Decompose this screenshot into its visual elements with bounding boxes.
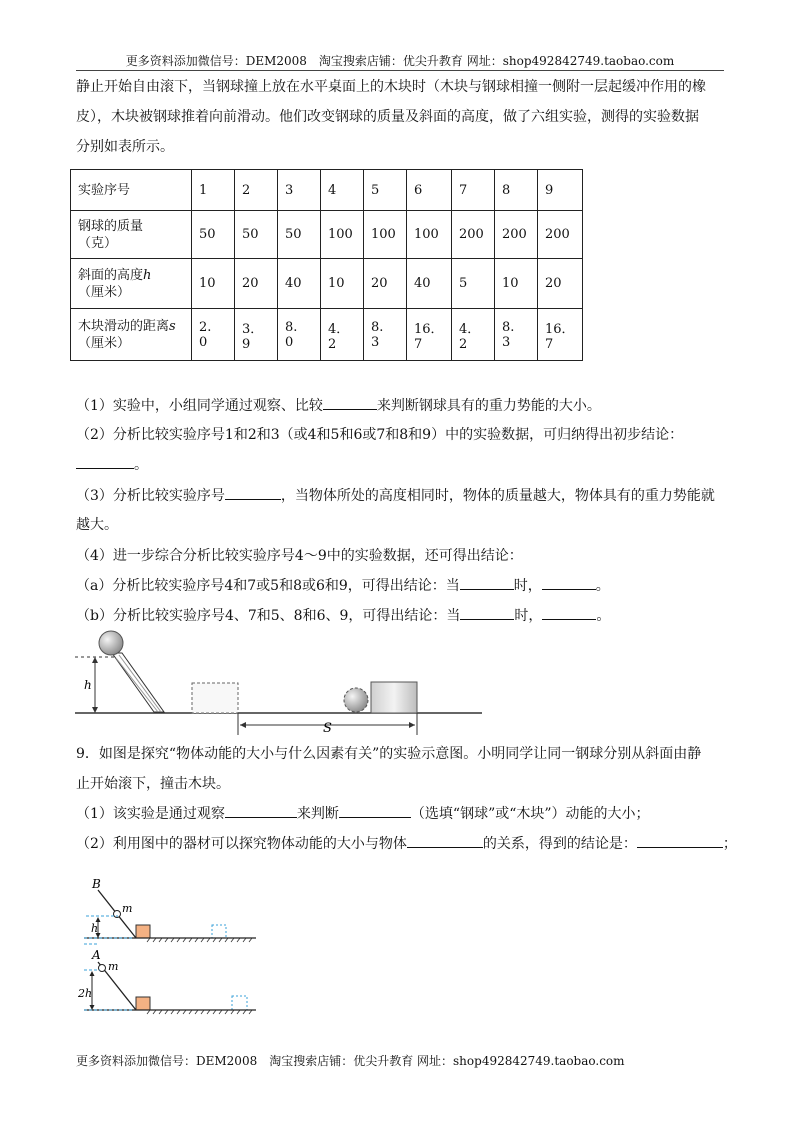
table-cell: 4	[321, 170, 364, 211]
label-2h: 2h	[78, 987, 93, 1000]
answer-blank[interactable]	[225, 803, 297, 818]
table-cell: 40	[278, 259, 321, 309]
q8-sub4a: （a）分析比较实验序号4和7或5和8或6和9，可得出结论：当 时， 。	[76, 575, 610, 595]
table-row	[71, 259, 583, 309]
table-cell: 8. 3	[495, 309, 538, 361]
table-row	[71, 211, 583, 259]
table-cell: 200	[495, 211, 538, 259]
table-cell: 16．7	[407, 309, 452, 361]
label-B: B	[92, 877, 101, 891]
q8-sub4b: （b）分析比较实验序号4、7和5、8和6、9，可得出结论：当 时， 。	[76, 605, 610, 625]
table-cell: 7	[452, 170, 495, 211]
row-label-unit: （厘米）	[78, 284, 131, 300]
q8-sub2: （2）分析比较实验序号1和2和3（或4和5和6或7和8和9）中的实验数据，可归纳得出初步结论：	[76, 427, 684, 443]
block-lower-moved	[232, 996, 247, 1010]
page-header: 更多资料添加微信号：DEM2008 淘宝搜索店铺：优尖升教育 网址：shop492842749.taobao.com	[125, 54, 675, 68]
intro-line: 分别如表所示。	[76, 139, 174, 155]
table-cell: 50	[192, 211, 235, 259]
label-h: h	[91, 922, 99, 935]
answer-blank[interactable]	[339, 803, 411, 818]
table-cell: 200	[452, 211, 495, 259]
table-cell: 8. 3	[364, 309, 407, 361]
table-cell: 100	[407, 211, 452, 259]
q8-sub4: （4）进一步综合分析比较实验序号4～9中的实验数据，还可得出结论：	[76, 548, 523, 564]
label-m-upper: m	[122, 902, 133, 915]
height-label: h	[84, 678, 92, 692]
answer-blank[interactable]	[460, 605, 514, 620]
experiment-table	[70, 169, 583, 361]
steel-ball-bottom	[344, 688, 368, 712]
label-m-lower: m	[108, 960, 119, 973]
setup-B	[84, 877, 256, 942]
figure-ramp-ball-block	[70, 625, 490, 735]
steel-ball-top	[99, 631, 123, 655]
row-label-variable: s	[169, 318, 176, 334]
table-cell: 6	[407, 170, 452, 211]
table-cell: 5	[364, 170, 407, 211]
table-cell: 10	[321, 259, 364, 309]
intro-paragraph	[76, 72, 724, 162]
setup-A	[77, 944, 256, 1014]
table-cell: 100	[321, 211, 364, 259]
q9-stem-line: 9．如图是探究“物体动能的大小与什么因素有关”的实验示意图。小明同学让同一钢球分别从斜面由静	[76, 746, 702, 762]
answer-blank[interactable]	[542, 575, 596, 590]
row-label-unit: （厘米）	[78, 335, 131, 351]
row-label-index: 实验序号	[71, 170, 192, 211]
ramp	[112, 653, 164, 712]
answer-blank[interactable]	[637, 833, 723, 848]
answer-blank[interactable]	[323, 395, 377, 410]
block-upper-moved	[212, 925, 226, 938]
table-cell: 4．2	[452, 309, 495, 361]
row-label-mass	[71, 211, 192, 259]
table-row	[71, 309, 583, 361]
block-initial	[192, 683, 238, 713]
q8-sub1: （1）实验中，小组同学通过观察、比较 来判断钢球具有的重力势能的大小。	[76, 395, 601, 415]
row-label-text: 斜面的高度	[78, 267, 144, 283]
table-cell: 10	[495, 259, 538, 309]
table-cell: 200	[538, 211, 583, 259]
answer-blank[interactable]	[407, 833, 483, 848]
table-cell: 20	[538, 259, 583, 309]
table-cell: 4．2	[321, 309, 364, 361]
row-label-distance	[71, 309, 192, 361]
table-cell: 1	[192, 170, 235, 211]
answer-blank[interactable]	[460, 575, 514, 590]
answer-blank[interactable]	[542, 605, 596, 620]
table-cell: 8. 0	[278, 309, 321, 361]
answer-blank[interactable]	[76, 454, 134, 469]
block-upper	[136, 925, 150, 938]
table-cell: 2	[235, 170, 278, 211]
table-cell: 9	[538, 170, 583, 211]
table-row	[71, 170, 583, 211]
table-cell: 50	[235, 211, 278, 259]
header-rule	[76, 70, 724, 71]
q9-sub1: （1）该实验是通过观察 来判断 （选填“钢球”或“木块”）动能的大小；	[76, 803, 650, 823]
q9-stem-line: 止开始滚下，撞击木块。	[76, 776, 230, 792]
row-label-variable: h	[143, 267, 152, 283]
table-cell: 5	[452, 259, 495, 309]
table-cell: 3	[278, 170, 321, 211]
q8-sub3: （3）分析比较实验序号 ，当物体所处的高度相同时，物体的质量越大，物体具有的重力势能就	[76, 485, 715, 505]
table-cell: 8	[495, 170, 538, 211]
label-A: A	[92, 948, 101, 962]
table-cell: 100	[364, 211, 407, 259]
block-final	[371, 682, 417, 713]
row-label-unit: （克）	[78, 235, 118, 251]
q8-sub2-answer: 。	[76, 454, 148, 474]
table-cell: 20	[364, 259, 407, 309]
row-label-text: 钢球的质量	[78, 218, 144, 234]
table-cell: 40	[407, 259, 452, 309]
block-lower	[136, 997, 150, 1010]
q9-sub2: （2）利用图中的器材可以探究物体动能的大小与物体 的关系，得到的结论是： ；	[76, 833, 737, 853]
answer-blank[interactable]	[225, 485, 281, 500]
table-cell: 16．7	[538, 309, 583, 361]
table-cell: 2. 0	[192, 309, 235, 361]
row-label-text: 木块滑动的距离	[78, 318, 170, 334]
distance-label: S	[323, 721, 332, 735]
table-cell: 10	[192, 259, 235, 309]
table-cell: 3．9	[235, 309, 278, 361]
figure-kinetic-energy	[76, 870, 266, 1020]
q8-sub3-cont: 越大。	[76, 517, 118, 533]
row-label-height	[71, 259, 192, 309]
intro-line: 皮），木块被钢球推着向前滑动。他们改变钢球的质量及斜面的高度，做了六组实验，测得的实验数据	[76, 109, 699, 125]
page-footer: 更多资料添加微信号：DEM2008 淘宝搜索店铺：优尖升教育 网址：shop492842749.taobao.com	[76, 1054, 625, 1068]
table-cell: 20	[235, 259, 278, 309]
table-cell: 50	[278, 211, 321, 259]
intro-line: 静止开始自由滚下，当钢球撞上放在水平桌面上的木块时（木块与钢球相撞一侧附一层起缓冲作用的橡	[76, 79, 706, 95]
